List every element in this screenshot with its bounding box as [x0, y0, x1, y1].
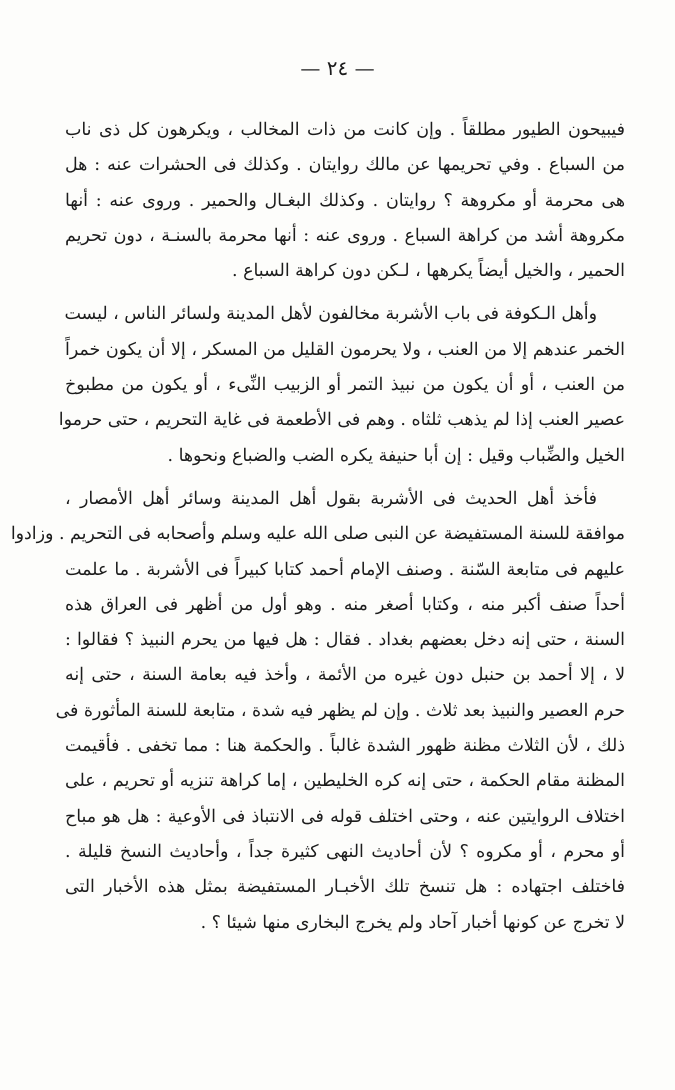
text-line: من العنب ، أو أن يكون من نبيذ التمر أو الزبيب النِّىء ، أو يكون من مطبوخ	[65, 375, 625, 396]
text-line: موافقة للسنة المستفيضة عن النبى صلى الله عليه وسلم وأصحابه فى التحريم . وزادوا	[10, 524, 625, 545]
text-line: عصير العنب إذا لم يذهب ثلثاه . وهم فى الأطعمة فى غاية التحريم ، حتى حرموا	[58, 410, 625, 431]
text-line: السنة ، حتى إنه دخل بعضهم بغداد . فقال : هل فيها من يحرم النبيذ ؟ فقالوا :	[65, 630, 625, 651]
text-line: فيبيحون الطيور مطلقاً . وإن كانت من ذات المخالب ، ويكرهون كل ذى ناب	[65, 120, 625, 140]
paragraph-2	[58, 297, 625, 473]
paragraph-3	[10, 482, 625, 941]
text-line: أحداً صنف أكبر منه ، وكتابا أصغر منه . وهو أول من أظهر فى العراق هذه	[65, 594, 625, 615]
text-line: ذلك ، لأن الثلاث مظنة ظهور الشدة غالباً . والحكمة هنا : مما تخفى . فأقيمت	[65, 736, 625, 757]
text-line: الخمر عندهم إلا من العنب ، ولا يحرمون القليل من المسكر ، إلا أن يكون خمراً	[65, 339, 625, 360]
text-line: من السباع . وفي تحريمها عن مالك روايتان . وكذلك فى الحشرات عنه : هل	[65, 155, 625, 176]
text-line: هى محرمة أو مكروهة ؟ روايتان . وكذلك البغـال والحمير . وروى عنه : أنها	[65, 190, 625, 211]
text-line: لا تخرج عن كونها أخبار آحاد ولم يخرج البخارى منها شيئا ؟ .	[200, 912, 625, 933]
text-line: حرم العصير والنبيذ بعد ثلاث . وإن لم يظهر فيه شدة ، متابعة للسنة المأثورة فى	[55, 700, 625, 721]
text-line: عليهم فى متابعة السّنة . وصنف الإمام أحمد كتابا كبيراً فى الأشربة . ما علمت	[65, 559, 625, 580]
text-line: المظنة مقام الحكمة ، حتى إنه كره الخليطين ، إما كراهة تنزيه أو تحريم ، على	[65, 771, 625, 792]
text-line: مكروهة أشد من كراهة السباع . وروى عنه : أنها محرمة بالسنـة ، دون تحريم	[65, 225, 625, 246]
text-line: فأخذ أهل الحديث فى الأشربة بقول أهل المدينة وسائر أهل الأمصار ،	[65, 488, 597, 509]
text-line: الخيل والضِّباب وقيل : إن أبا حنيفة يكره الضب والضباع ونحوها .	[167, 445, 625, 466]
page-number: — ٢٤ —	[300, 56, 375, 80]
text-line: الحمير ، والخيل أيضاً يكرهها ، لـكن دون كراهة السباع .	[232, 261, 625, 282]
body-text	[10, 113, 625, 941]
paragraph-1	[65, 113, 625, 289]
text-line: وأهل الـكوفة فى باب الأشربة مخالفون لأهل المدينة ولسائر الناس ، ليست	[64, 304, 597, 325]
text-line: اختلاف الروايتين عنه ، وحتى اختلف قوله فى الانتباذ فى الأوعية : هل هو مباح	[65, 806, 625, 827]
text-line: فاختلف اجتهاده : هل تنسخ تلك الأخبـار المستفيضة بمثل هذه الأخبار التى	[65, 877, 625, 898]
text-line: أو محرم ، أو مكروه ؟ لأن أحاديث النهى كثيرة جداً ، وأحاديث النسخ قليلة .	[65, 841, 625, 862]
text-line: لا ، إلا أحمد بن حنبل دون غيره من الأئمة ، وأخذ فيه بعامة السنة ، حتى إنه	[65, 665, 625, 686]
